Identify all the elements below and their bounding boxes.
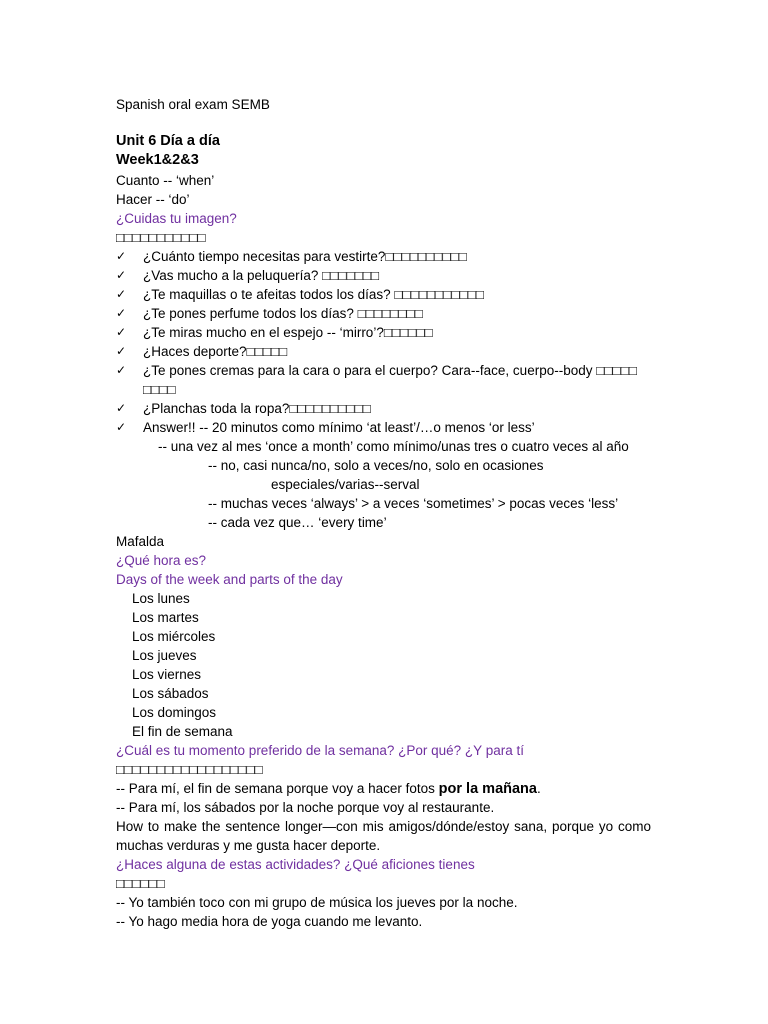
checklist-item: ¿Haces deporte?□□□□□ [143,344,288,359]
checkmark-icon: ✓ [116,306,127,320]
checkmark-icon: ✓ [116,363,127,377]
day-item: Los jueves [132,648,197,663]
checkmark-icon: ✓ [116,420,127,434]
section-heading-image: ¿Cuidas tu imagen? [116,211,237,226]
answer-weekend [116,779,541,799]
answer-line: -- cada vez que… ‘every time’ [208,515,387,530]
section-cjk-line: □□□□□□□□□□□□□□□□□□ [116,762,263,777]
section-subheading-days: Days of the week and parts of the day [116,572,343,587]
answer-emphasis: por la mañana [438,781,537,797]
vocab-cuanto: Cuanto -- ‘when’ [116,173,215,188]
section-heading-favorite-moment: ¿Cuál es tu momento preferido de la semana? ¿Por qué? ¿Y para tí [116,743,524,758]
section-cjk-line: □□□□□□ [116,876,165,891]
checkmark-icon: ✓ [116,287,127,301]
mafalda-label: Mafalda [116,534,165,549]
checklist-item: ¿Te maquillas o te afeitas todos los días? □□□□□□□□□□□ [143,287,485,302]
day-item: Los lunes [132,591,190,606]
checklist-item: ¿Te pones cremas para la cara o para el cuerpo? Cara--face, cuerpo--body □□□□□ [143,363,637,378]
weeks-label: Week1&2&3 [116,152,199,168]
day-item: Los miércoles [132,629,216,644]
checklist-item: ¿Te pones perfume todos los días? □□□□□□□□ [143,306,423,321]
doc-header: Spanish oral exam SEMB [116,97,270,112]
day-item: El fin de semana [132,724,233,739]
checklist-item: ¿Vas mucho a la peluquería? □□□□□□□ [143,268,380,283]
day-item: Los sábados [132,686,209,701]
day-item: Los martes [132,610,199,625]
checklist-item: ¿Te miras mucho en el espejo -- ‘mirro’?□□□□□□ [143,325,433,340]
answer-line: -- muchas veces ‘always’ > a veces ‘sometimes’ > pocas veces ‘less’ [208,496,619,511]
answer-saturday: -- Para mí, los sábados por la noche porque voy al restaurante. [116,800,495,815]
checklist-item-continuation: □□□□ [143,382,176,397]
answer-yoga: -- Yo hago media hora de yoga cuando me levanto. [116,914,423,929]
checkmark-icon: ✓ [116,401,127,415]
day-item: Los viernes [132,667,202,682]
checklist-item: Answer!! -- 20 minutos como mínimo ‘at least’/…o menos ‘or less’ [143,420,535,435]
unit-title: Unit 6 Día a día [116,133,220,149]
section-heading-time: ¿Qué hora es? [116,553,207,568]
checkmark-icon: ✓ [116,325,127,339]
answer-music: -- Yo también toco con mi grupo de música los jueves por la noche. [116,895,518,910]
checklist-item: ¿Cuánto tiempo necesitas para vestirte?□□□□□□□□□□ [143,249,467,264]
answer-line: -- una vez al mes ‘once a month’ como mínimo/unas tres o cuatro veces al año [158,439,629,454]
answer-text: -- Para mí, el fin de semana porque voy a hacer fotos [116,781,439,796]
vocab-hacer: Hacer -- ‘do’ [116,192,190,207]
answer-line: especiales/varias--serval [271,477,420,492]
answer-line: -- no, casi nunca/no, solo a veces/no, solo en ocasiones [208,458,544,473]
checkmark-icon: ✓ [116,344,127,358]
section-cjk-line: □□□□□□□□□□□ [116,230,206,245]
checkmark-icon: ✓ [116,249,127,263]
checkmark-icon: ✓ [116,268,127,282]
section-heading-activities: ¿Haces alguna de estas actividades? ¿Qué aficiones tienes [116,857,475,872]
longer-sentence-note: How to make the sentence longer—con mis amigos/dónde/estoy sana, porque yo como muchas verduras y me gusta hacer deporte. [116,819,651,853]
day-item: Los domingos [132,705,217,720]
answer-punctuation: . [536,781,541,796]
checklist-item: ¿Planchas toda la ropa?□□□□□□□□□□ [143,401,371,416]
